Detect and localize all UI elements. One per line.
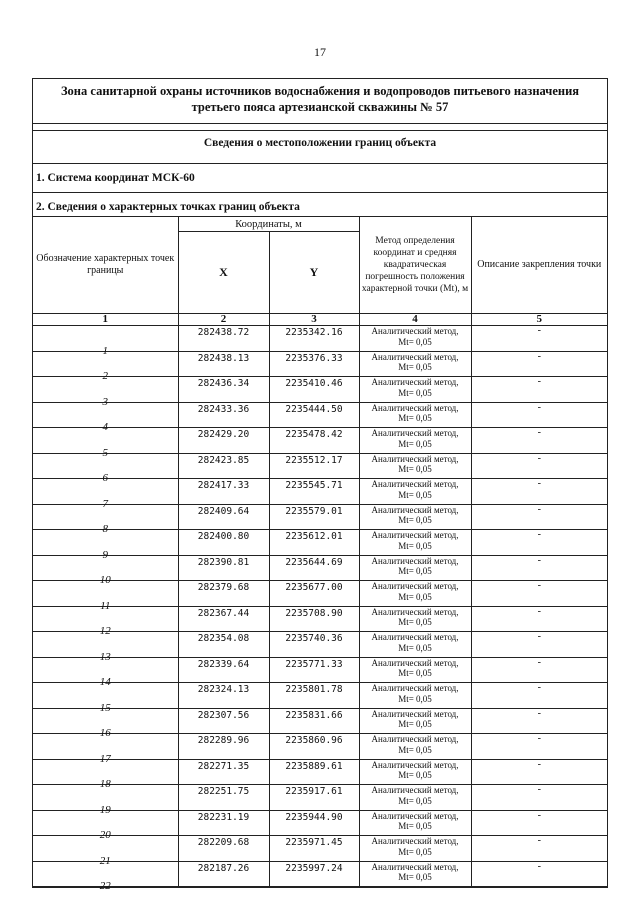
method-cell xyxy=(359,351,471,377)
accuracy-text: Mt= 0,05 xyxy=(398,770,432,780)
method-text: Аналитический метод, xyxy=(371,606,459,617)
header-method xyxy=(359,217,471,314)
y-coordinate: 2235971.45 xyxy=(269,836,359,862)
description-cell: - xyxy=(471,351,607,377)
y-coordinate: 2235410.46 xyxy=(269,377,359,403)
accuracy-text: Mt= 0,05 xyxy=(398,413,432,423)
header-x: X xyxy=(178,232,269,314)
point-number: 6 xyxy=(102,472,108,484)
accuracy-text: Mt= 0,05 xyxy=(398,795,432,806)
method-text: Аналитический метод, xyxy=(371,734,459,744)
col-number: 4 xyxy=(359,314,471,326)
x-coordinate: 282438.72 xyxy=(178,326,269,352)
accuracy-text: Mt= 0,05 xyxy=(398,591,432,602)
method-cell xyxy=(359,708,471,734)
method-cell xyxy=(359,606,471,632)
y-coordinate: 2235677.00 xyxy=(269,581,359,607)
description-cell: - xyxy=(471,606,607,632)
col-number: 1 xyxy=(33,314,178,326)
description-cell: - xyxy=(471,453,607,479)
description-cell: - xyxy=(471,555,607,581)
x-coordinate: 282354.08 xyxy=(178,632,269,658)
y-coordinate: 2235342.16 xyxy=(269,326,359,352)
x-coordinate: 282324.13 xyxy=(178,683,269,709)
method-cell xyxy=(359,785,471,811)
method-text: Аналитический метод, xyxy=(371,351,459,362)
description-cell: - xyxy=(471,785,607,811)
x-coordinate: 282367.44 xyxy=(178,606,269,632)
table-row xyxy=(33,734,607,760)
method-cell xyxy=(359,377,471,403)
point-number-cell xyxy=(33,377,178,408)
method-text: Аналитический метод, xyxy=(371,708,459,719)
table-row xyxy=(33,479,607,505)
table-row xyxy=(33,759,607,785)
point-number: 18 xyxy=(99,778,111,790)
table-row xyxy=(33,708,607,734)
point-number-cell xyxy=(33,402,178,433)
x-coordinate: 282307.56 xyxy=(178,708,269,734)
x-coordinate: 282438.13 xyxy=(178,351,269,377)
point-number-cell xyxy=(33,504,178,535)
point-number: 2 xyxy=(102,370,108,382)
x-coordinate: 282400.80 xyxy=(178,530,269,556)
point-number-cell xyxy=(33,453,178,484)
description-cell: - xyxy=(471,402,607,428)
method-cell xyxy=(359,479,471,505)
x-coordinate: 282187.26 xyxy=(178,861,269,887)
table-row xyxy=(33,453,607,479)
header-description: Описание закрепления точки xyxy=(471,217,607,314)
point-number: 22 xyxy=(99,880,111,892)
method-cell xyxy=(359,657,471,683)
point-number-cell xyxy=(33,708,178,739)
point-number-cell xyxy=(33,479,178,510)
table-row xyxy=(33,530,607,556)
point-number: 4 xyxy=(102,421,108,433)
table-row xyxy=(33,785,607,811)
method-cell xyxy=(359,504,471,530)
description-cell: - xyxy=(471,861,607,887)
method-text: Аналитический метод, xyxy=(371,555,459,566)
method-text: Аналитический метод, xyxy=(371,377,459,387)
y-coordinate: 2235917.61 xyxy=(269,785,359,811)
accuracy-text: Mt= 0,05 xyxy=(398,387,432,398)
method-cell xyxy=(359,759,471,785)
point-number-cell xyxy=(33,326,178,357)
point-number: 3 xyxy=(102,395,108,408)
table-row xyxy=(33,861,607,887)
point-number-cell xyxy=(33,632,178,663)
description-cell: - xyxy=(471,657,607,683)
description-cell: - xyxy=(471,632,607,658)
point-number: 9 xyxy=(102,548,108,561)
x-coordinate: 282429.20 xyxy=(178,428,269,454)
x-coordinate: 282423.85 xyxy=(178,453,269,479)
method-text: Аналитический метод, xyxy=(371,632,459,642)
y-coordinate: 2235944.90 xyxy=(269,810,359,836)
y-coordinate: 2235771.33 xyxy=(269,657,359,683)
y-coordinate: 2235644.69 xyxy=(269,555,359,581)
point-number: 11 xyxy=(100,599,111,612)
accuracy-text: Mt= 0,05 xyxy=(398,642,432,653)
x-coordinate: 282436.34 xyxy=(178,377,269,403)
table-row xyxy=(33,351,607,377)
accuracy-text: Mt= 0,05 xyxy=(398,362,432,372)
coordinate-system-heading: 1. Система координат МСК-60 xyxy=(33,164,607,193)
points-table xyxy=(33,217,607,892)
table-row xyxy=(33,428,607,454)
method-text: Аналитический метод, xyxy=(371,861,459,872)
x-coordinate: 282390.81 xyxy=(178,555,269,581)
method-cell xyxy=(359,861,471,887)
point-number-cell xyxy=(33,759,178,790)
description-cell: - xyxy=(471,581,607,607)
method-text: Аналитический метод, xyxy=(371,810,459,821)
point-number-cell xyxy=(33,785,178,816)
point-number: 10 xyxy=(99,574,111,586)
page-number: 17 xyxy=(314,45,326,59)
description-cell: - xyxy=(471,326,607,352)
point-number-cell xyxy=(33,555,178,586)
point-number-cell xyxy=(33,581,178,612)
y-coordinate: 2235444.50 xyxy=(269,402,359,428)
y-coordinate: 2235860.96 xyxy=(269,734,359,760)
y-coordinate: 2235708.90 xyxy=(269,606,359,632)
section-subtitle: Сведения о местоположении границ объекта xyxy=(33,131,607,164)
accuracy-text: Mt= 0,05 xyxy=(398,464,432,474)
description-cell: - xyxy=(471,428,607,454)
point-number-cell xyxy=(33,683,178,714)
x-coordinate: 282433.36 xyxy=(178,402,269,428)
y-coordinate: 2235376.33 xyxy=(269,351,359,377)
table-row xyxy=(33,326,607,352)
header-y: Y xyxy=(269,232,359,314)
accuracy-text: Mt= 0,05 xyxy=(398,744,432,755)
x-coordinate: 282289.96 xyxy=(178,734,269,760)
point-number: 13 xyxy=(99,650,111,663)
point-number-cell xyxy=(33,836,178,867)
point-number-cell xyxy=(33,530,178,561)
point-number: 1 xyxy=(102,344,108,357)
document-frame xyxy=(32,78,608,892)
method-text: Аналитический метод, xyxy=(371,326,459,336)
point-number: 16 xyxy=(99,727,111,739)
points-heading: 2. Сведения о характерных точках границ объекта xyxy=(33,193,607,217)
point-number-cell xyxy=(33,734,178,765)
method-text: Аналитический метод, xyxy=(371,504,459,515)
description-cell: - xyxy=(471,504,607,530)
accuracy-text: Mt= 0,05 xyxy=(398,617,432,627)
spacer-row xyxy=(33,124,607,131)
accuracy-text: Mt= 0,05 xyxy=(398,438,432,449)
point-number: 19 xyxy=(99,803,111,816)
x-coordinate: 282231.19 xyxy=(178,810,269,836)
header-method-text: Метод определения координат и средняя квадратическая погрешность положения характерной точки (Mt), м xyxy=(361,236,469,294)
method-text: Аналитический метод, xyxy=(371,479,459,489)
table-row xyxy=(33,402,607,428)
table-row xyxy=(33,683,607,709)
table-row xyxy=(33,836,607,862)
y-coordinate: 2235997.24 xyxy=(269,861,359,887)
description-cell: - xyxy=(471,836,607,862)
method-text: Аналитический метод, xyxy=(371,657,459,668)
table-row xyxy=(33,555,607,581)
point-number: 21 xyxy=(99,854,111,867)
point-number: 14 xyxy=(99,676,111,688)
description-cell: - xyxy=(471,810,607,836)
y-coordinate: 2235612.01 xyxy=(269,530,359,556)
table-row xyxy=(33,504,607,530)
description-cell: - xyxy=(471,377,607,403)
description-cell: - xyxy=(471,734,607,760)
point-number: 20 xyxy=(99,829,111,841)
accuracy-text: Mt= 0,05 xyxy=(398,719,432,729)
method-cell xyxy=(359,530,471,556)
method-cell xyxy=(359,734,471,760)
description-cell: - xyxy=(471,479,607,505)
method-text: Аналитический метод, xyxy=(371,683,459,693)
table-row xyxy=(33,632,607,658)
col-number: 5 xyxy=(471,314,607,326)
accuracy-text: Mt= 0,05 xyxy=(398,872,432,882)
point-number: 5 xyxy=(102,446,108,459)
description-cell: - xyxy=(471,683,607,709)
accuracy-text: Mt= 0,05 xyxy=(398,540,432,551)
method-text: Аналитический метод, xyxy=(371,428,459,438)
x-coordinate: 282271.35 xyxy=(178,759,269,785)
method-text: Аналитический метод, xyxy=(371,453,459,464)
method-text: Аналитический метод, xyxy=(371,402,459,413)
y-coordinate: 2235579.01 xyxy=(269,504,359,530)
header-coordinates: Координаты, м xyxy=(178,217,359,232)
table-row xyxy=(33,581,607,607)
description-cell: - xyxy=(471,759,607,785)
table-row xyxy=(33,810,607,836)
accuracy-text: Mt= 0,05 xyxy=(398,821,432,831)
y-coordinate: 2235545.71 xyxy=(269,479,359,505)
description-cell: - xyxy=(471,530,607,556)
y-coordinate: 2235740.36 xyxy=(269,632,359,658)
header-object: Обозначение характерных точек границы xyxy=(33,217,178,314)
col-number: 3 xyxy=(269,314,359,326)
accuracy-text: Mt= 0,05 xyxy=(398,846,432,857)
accuracy-text: Mt= 0,05 xyxy=(398,489,432,500)
method-cell xyxy=(359,581,471,607)
description-cell: - xyxy=(471,708,607,734)
y-coordinate: 2235512.17 xyxy=(269,453,359,479)
point-number-cell xyxy=(33,606,178,637)
method-cell xyxy=(359,453,471,479)
point-number: 17 xyxy=(99,752,111,765)
method-text: Аналитический метод, xyxy=(371,581,459,591)
y-coordinate: 2235831.66 xyxy=(269,708,359,734)
x-coordinate: 282379.68 xyxy=(178,581,269,607)
method-cell xyxy=(359,555,471,581)
table-row xyxy=(33,606,607,632)
x-coordinate: 282251.75 xyxy=(178,785,269,811)
method-cell xyxy=(359,428,471,454)
document-title: Зона санитарной охраны источников водоснабжения и водопроводов питьевого назначения третьего пояса артезианской скважины № 57 xyxy=(33,79,607,124)
point-number: 8 xyxy=(102,523,108,535)
x-coordinate: 282417.33 xyxy=(178,479,269,505)
method-text: Аналитический метод, xyxy=(371,530,459,540)
y-coordinate: 2235801.78 xyxy=(269,683,359,709)
table-row xyxy=(33,377,607,403)
point-number: 15 xyxy=(99,701,111,714)
col-number: 2 xyxy=(178,314,269,326)
point-number-cell xyxy=(33,428,178,459)
accuracy-text: Mt= 0,05 xyxy=(398,693,432,704)
point-number-cell xyxy=(33,657,178,688)
accuracy-text: Mt= 0,05 xyxy=(398,515,432,525)
method-cell xyxy=(359,632,471,658)
x-coordinate: 282209.68 xyxy=(178,836,269,862)
method-cell xyxy=(359,402,471,428)
accuracy-text: Mt= 0,05 xyxy=(398,566,432,576)
accuracy-text: Mt= 0,05 xyxy=(398,668,432,678)
method-cell xyxy=(359,836,471,862)
method-cell xyxy=(359,326,471,352)
method-text: Аналитический метод, xyxy=(371,759,459,770)
method-cell xyxy=(359,683,471,709)
point-number-cell xyxy=(33,810,178,841)
method-text: Аналитический метод, xyxy=(371,836,459,846)
x-coordinate: 282339.64 xyxy=(178,657,269,683)
y-coordinate: 2235889.61 xyxy=(269,759,359,785)
point-number-cell xyxy=(33,351,178,382)
method-text: Аналитический метод, xyxy=(371,785,459,795)
x-coordinate: 282409.64 xyxy=(178,504,269,530)
y-coordinate: 2235478.42 xyxy=(269,428,359,454)
table-row xyxy=(33,657,607,683)
point-number: 12 xyxy=(99,625,111,637)
point-number: 7 xyxy=(102,497,108,510)
accuracy-text: Mt= 0,05 xyxy=(398,336,432,347)
method-cell xyxy=(359,810,471,836)
point-number-cell xyxy=(33,861,178,892)
